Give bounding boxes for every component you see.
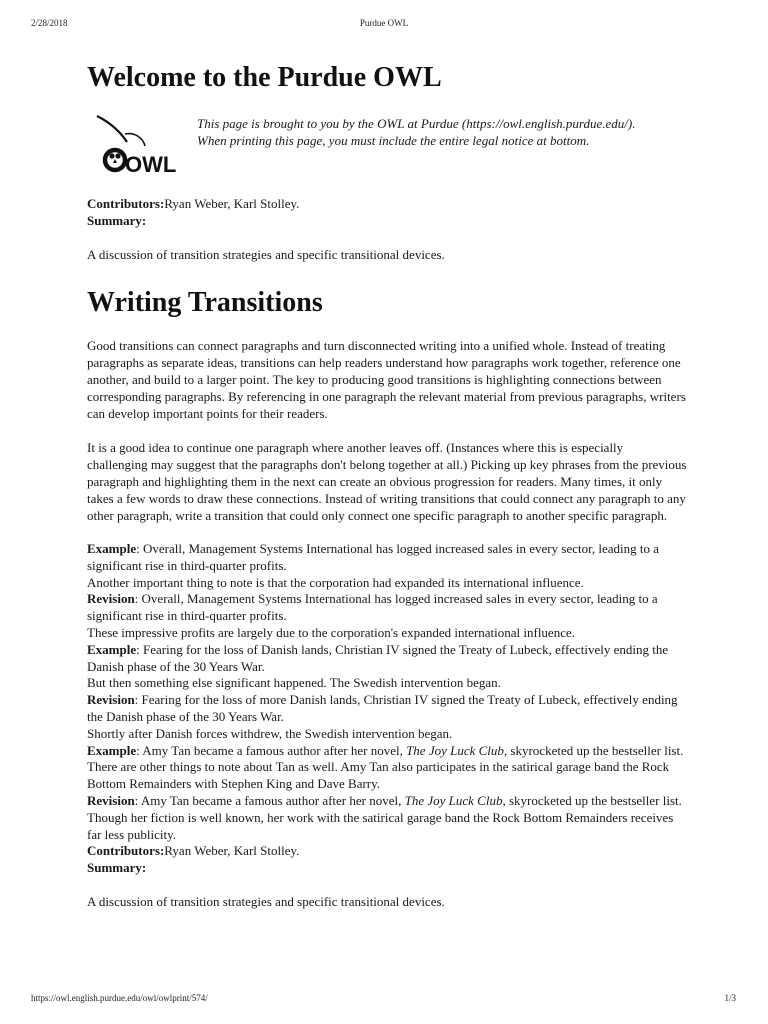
contributors-value: Ryan Weber, Karl Stolley. [164,843,300,859]
revision-1-followup: These impressive profits are largely due to the corporation's expanded international influence. [87,624,575,640]
example-2-followup: But then something else significant happened. The Swedish intervention began. [87,675,501,691]
revision-2: Revision: Fearing for the loss of more Danish lands, Christian IV signed the Treaty of Lubeck, effectively ending the Danish phase of the 30 Years War. [87,692,678,724]
summary-label: Summary: [87,213,147,228]
example-1: Example: Overall, Management Systems International has logged increased sales in every sector, leading to a significant rise in third-quarter profits. [87,541,660,573]
welcome-title: Welcome to the Purdue OWL [87,62,442,93]
legal-notice-row [87,115,687,185]
notice-line-1: This page is brought to you by the OWL at Purdue (https://owl.english.purdue.edu/). [197,116,636,131]
example-2: Example: Fearing for the loss of Danish lands, Christian IV signed the Treaty of Lubeck, effectively ending the Danish phase of the 30 Years War. [87,641,669,674]
notice-line-2: When printing this page, you must include the entire legal notice at bottom. [197,133,590,148]
summary-label: Summary: [87,860,147,876]
print-date: 2/28/2018 [31,18,68,28]
example-3-followup: There are other things to note about Tan as well. Amy Tan also participates in the satirical garage band the Rock Bottom Remainders with Stephen King and Dave Barry. [87,759,670,792]
footer-page-number: 1/3 [724,993,736,1003]
example-3: Example: Amy Tan became a famous author after her novel, The Joy Luck Club, skyrocketed up the bestseller list. [87,742,684,758]
book-title: The Joy Luck Club [404,792,503,808]
book-title: The Joy Luck Club [406,742,504,758]
revision-3: Revision: Amy Tan became a famous author after her novel, The Joy Luck Club, skyrocketed up the bestseller list. [87,792,682,808]
revision-3-followup: Though her fiction is well known, her work with the satirical garage band the Rock Bottom Remainders receives far less publicity. [87,809,674,842]
contributors-label: Contributors: [87,196,165,211]
revision-1: Revision: Overall, Management Systems International has logged increased sales in every sector, leading to a significant rise in third-quarter profits. [87,591,658,624]
contributors-value: Ryan Weber, Karl Stolley. [164,196,300,211]
example-1-followup: Another important thing to note is that the corporation had expanded its international influence. [87,574,584,590]
owl-logo-text: OWL [125,152,177,177]
paragraph-1: Good transitions can connect paragraphs and turn disconnected writing into a unified whole. Instead of treating paragraphs as separate ideas, transitions can help readers understand how paragraphs work together, reference one another, and build to a larger point. The key to producing good transitions is highlighting connections between corresponding paragraphs. By referencing in one paragraph the relevant material from previous paragraphs, writers can develop important points for their readers. [87,338,686,421]
summary-text: A discussion of transition strategies and specific transitional devices. [87,893,445,909]
print-title: Purdue OWL [359,18,409,28]
contributors-label: Contributors: [87,843,165,859]
owl-logo-icon [95,112,179,178]
page-content [87,60,687,911]
article-title: Writing Transitions [87,287,323,318]
examples [87,541,687,911]
summary-text: A discussion of transition strategies and specific transitional devices. [87,247,445,262]
meta-top [87,195,687,263]
legal-notice [197,115,697,149]
revision-2-followup: Shortly after Danish forces withdrew, the Swedish intervention began. [87,725,453,741]
footer-url: https://owl.english.purdue.edu/owl/owlprint/574/ [31,993,208,1003]
paragraph-2: It is a good idea to continue one paragraph where another leaves off. (Instances where this is especially challenging may suggest that the paragraphs don't belong together at all.) Picking up key phrases from the previous paragraph and highlighting them in the next can create an obvious progression for readers. Many times, it only takes a few words to draw these connections. Instead of writing transitions that could connect any paragraph to any other paragraph, write a transition that could only connect one specific paragraph to another specific paragraph. [87,440,687,523]
